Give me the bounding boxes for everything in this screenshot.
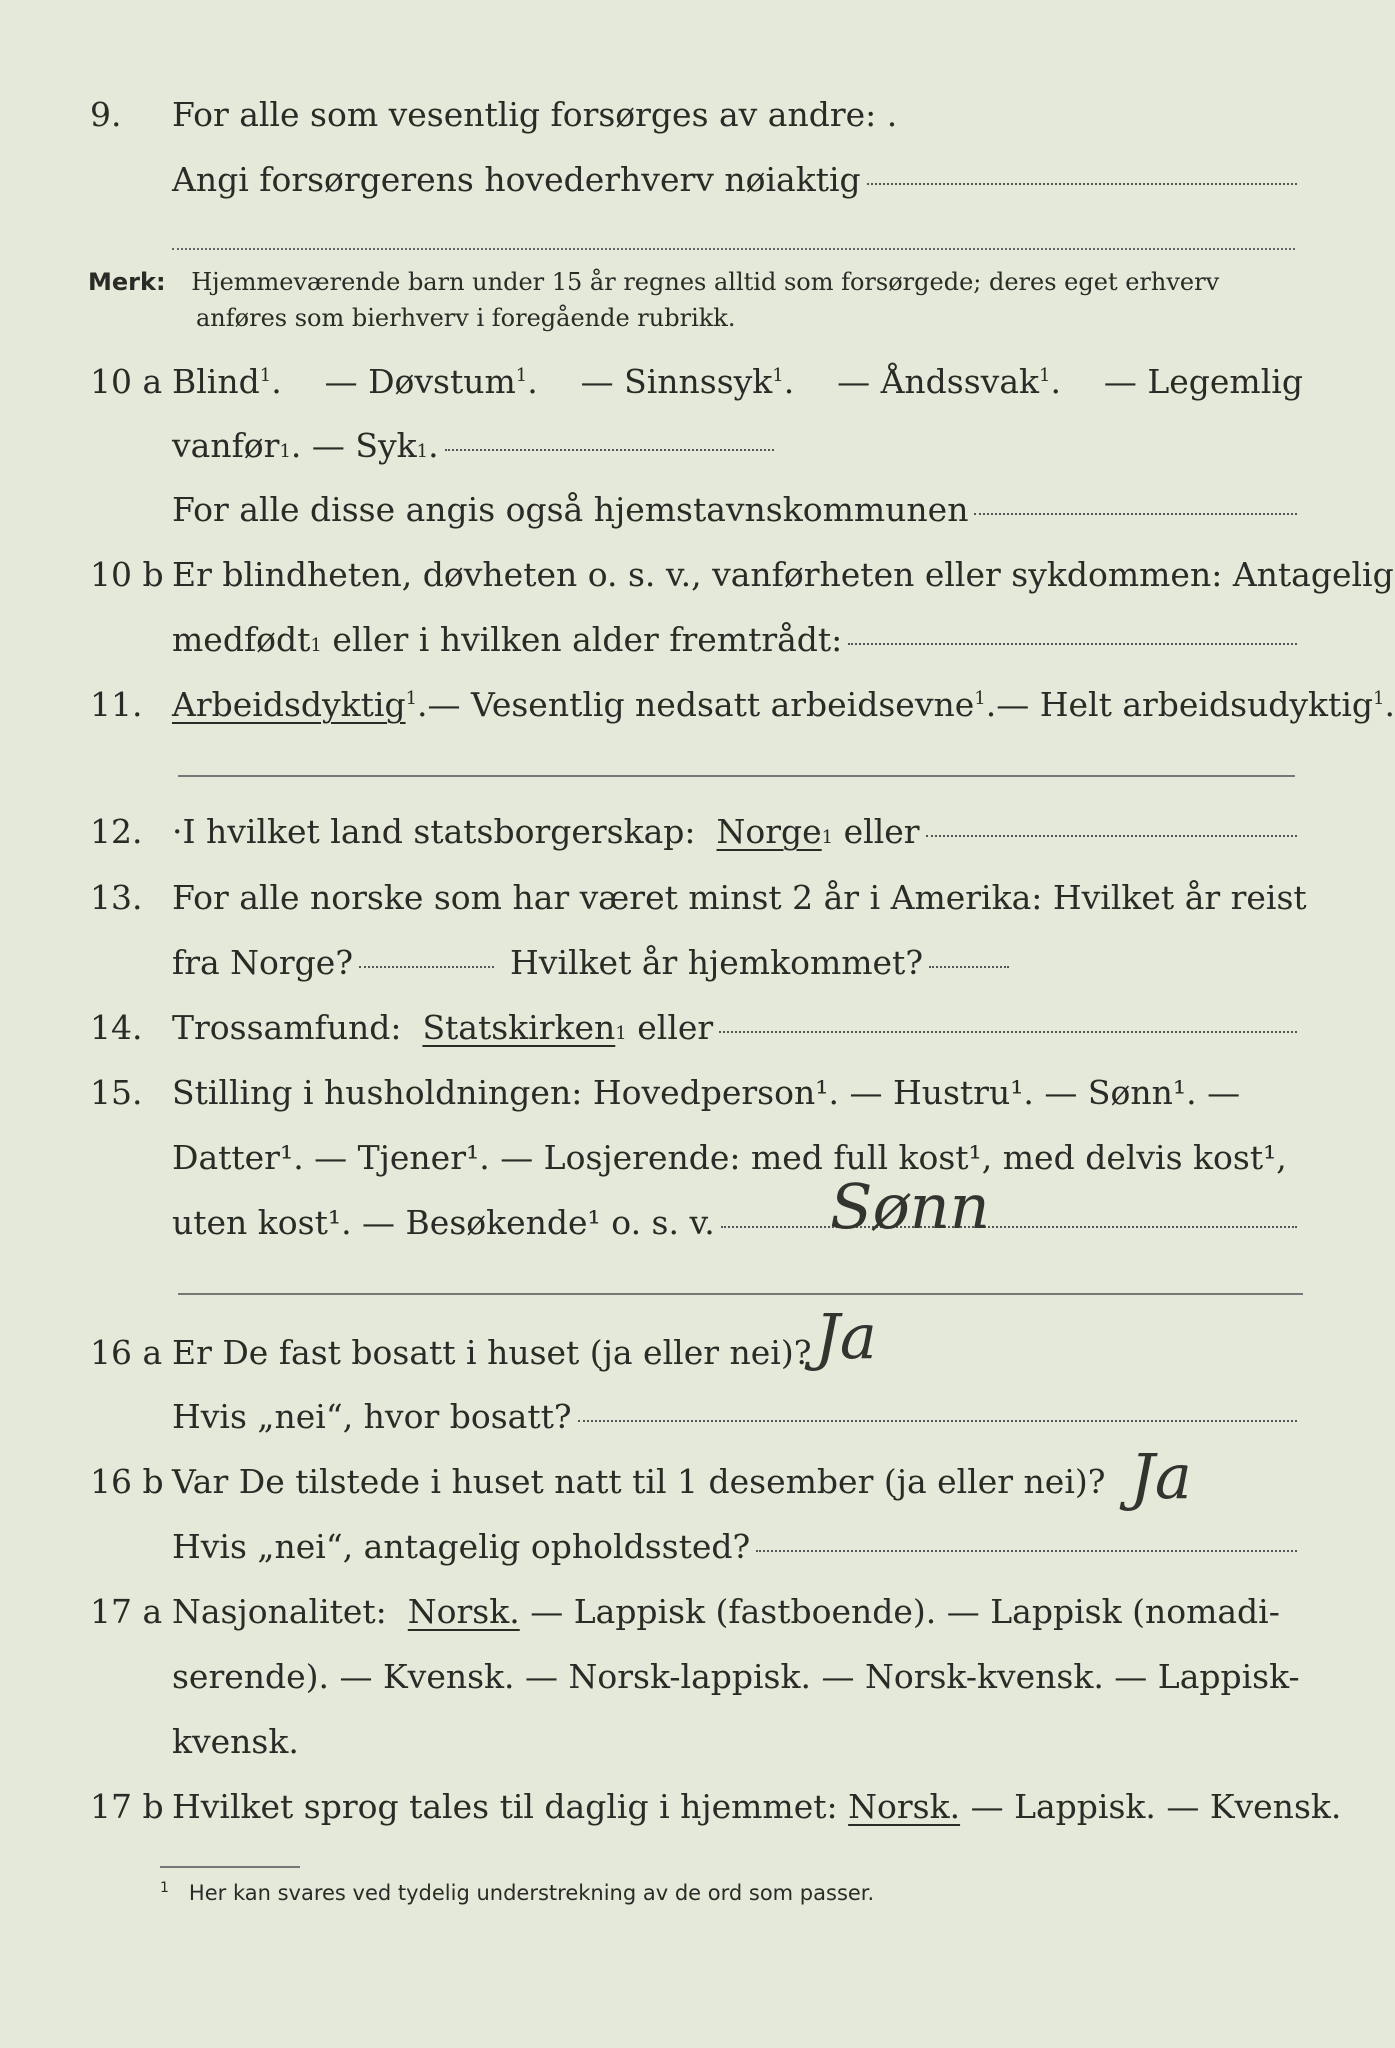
question-10b-line2: medfødt 1 eller i hvilken alder fremtrådt: [0,620,1395,670]
question-12: 12. ·I hvilket land statsborgerskap: Norge 1 eller [0,812,1395,862]
question-9-line2 [0,160,1395,210]
footnote-text: Her kan svares ved tydelig understrekning av de ord som passer. [188,1881,875,1905]
dotted-divider [172,248,1295,250]
question-text: For alle som vesentlig forsørges av andre: . [172,95,898,134]
question-9 [0,95,1395,145]
question-number: 11. [90,685,143,724]
question-17a-line3 [0,1722,1395,1772]
question-number: 10 b [90,555,164,594]
question-text: Hvis „nei“, hvor bosatt? [172,1397,572,1436]
option-andssvak[interactable]: — Åndssvak [837,362,1039,401]
option-arbeidsdyktig[interactable]: Arbeidsdyktig [172,685,406,724]
option-vanfor[interactable]: vanfør [172,426,280,465]
option-norsk[interactable]: Norsk. [407,1592,520,1631]
answer-field[interactable] [867,183,1297,185]
question-text: uten kost¹. — Besøkende¹ o. s. v. [172,1203,715,1242]
question-text: Var De tilstede i huset natt til 1 desember (ja eller nei)? [172,1462,1106,1501]
option-syk[interactable]: — Syk [311,426,417,465]
question-17a [0,1592,1395,1642]
question-number: 15. [90,1073,143,1112]
question-text: Er blindheten, døvheten o. s. v., vanførheten eller sykdommen: Antagelig [172,555,1394,594]
answer-field[interactable] [974,513,1297,515]
answer-field[interactable] [926,835,1297,837]
question-text: Hvilket år hjemkommet? [510,943,924,982]
question-text: Hvis „nei“, antagelig opholdssted? [172,1527,751,1566]
footnote-rule [160,1866,300,1868]
question-17a-line2 [0,1657,1395,1707]
question-text: For alle norske som har været minst 2 år i Amerika: Hvilket år reist [172,878,1307,917]
question-number: 13. [90,878,143,917]
answer-field[interactable] [445,449,774,451]
answer-field[interactable] [756,1550,1297,1552]
question-text: Hvilket sprog tales til daglig i hjemmet: [172,1787,838,1826]
question-text: Stilling i husholdningen: Hovedperson¹. — Hustru¹. — Sønn¹. — [172,1073,1241,1112]
question-15-line3 [0,1203,1395,1253]
merk-label: Merk: [88,268,166,296]
option-udyktig[interactable]: — Helt arbeidsudyktig [996,685,1373,724]
question-17b [0,1787,1395,1837]
option-dovstum[interactable]: — Døvstum [324,362,516,401]
question-number: 16 a [90,1333,163,1372]
answer-field[interactable] [721,1226,1297,1228]
answer-field[interactable] [578,1420,1297,1422]
question-number: 9. [90,95,122,134]
question-text: Trossamfund: [172,1008,402,1047]
answer-field-hjemkommet[interactable] [929,966,1009,968]
answer-field[interactable] [719,1031,1297,1033]
question-text: Nasjonalitet: [172,1592,387,1631]
question-10b [0,555,1395,605]
question-15 [0,1073,1395,1123]
question-text: Er De fast bosatt i huset (ja eller nei)? [172,1333,812,1372]
footnote-mark: 1 [160,1880,169,1896]
question-10a: 10 a Blind$^1$. — Døvstum$^1$. — Sinnssyk$^1$. — Åndssvak$^1$. — Legemlig [90,362,1303,401]
question-text: For alle disse angis også hjemstavnskommunen [172,490,969,529]
option-norge[interactable]: Norge [716,812,822,851]
question-13-line2 [0,943,1395,993]
question-text: eller i hvilken alder fremtrådt: [332,620,843,659]
question-number: 17 a [90,1592,163,1631]
question-text: kvensk. [172,1722,299,1761]
merk-text: anføres som bierhverv i foregående rubrikk. [196,304,736,332]
question-text: — Lappisk (fastboende). — Lappisk (nomadi- [530,1592,1280,1631]
question-text: serende). — Kvensk. — Norsk-lappisk. — Norsk-kvensk. — Lappisk- [172,1657,1300,1696]
question-number: 10 a [90,362,163,401]
answer-field[interactable] [848,643,1297,645]
option-blind[interactable]: Blind [172,362,260,401]
option-sinnssyk[interactable]: — Sinnssyk [580,362,773,401]
question-text: ·I hvilket land statsborgerskap: [172,812,696,851]
merk-text: Hjemmeværende barn under 15 år regnes alltid som forsørgede; deres eget erhverv [191,268,1220,296]
footnote [160,1880,874,1905]
handwritten-answer-16b: Ja [1130,1440,1192,1513]
question-10a-line3 [0,490,1395,540]
question-text: eller [843,812,920,851]
option-medfodt[interactable]: medfødt [172,620,311,659]
question-16a [0,1333,1395,1383]
answer-field-reist[interactable] [359,966,494,968]
question-15-line2 [0,1138,1395,1188]
question-text: — Lappisk. — Kvensk. [970,1787,1342,1826]
question-number: 16 b [90,1462,164,1501]
question-text: fra Norge? [172,943,354,982]
question-11: 11. Arbeidsdyktig$^1$. — Vesentlig nedsatt arbeidsevne$^1$. — Helt arbeidsudyktig$^1$. [90,685,1395,724]
question-number: 17 b [90,1787,164,1826]
question-number: 14. [90,1008,143,1047]
merk-note-line2 [196,304,735,332]
handwritten-answer-15: Sønn [830,1170,990,1243]
question-13 [0,878,1395,928]
option-legemlig[interactable]: — Legemlig [1103,362,1303,401]
handwritten-answer-16a: Ja [815,1300,877,1373]
question-text: eller [637,1008,714,1047]
question-14: 14. Trossamfund: Statskirken 1 eller [0,1008,1395,1058]
question-text: Datter¹. — Tjener¹. — Losjerende: med full kost¹, med delvis kost¹, [172,1138,1287,1177]
option-statskirken[interactable]: Statskirken [422,1008,616,1047]
question-16b-line2 [0,1527,1395,1577]
question-text: Angi forsørgerens hovederhverv nøiaktig [172,160,861,199]
section-divider [178,775,1295,777]
merk-note [88,268,1219,296]
section-divider [178,1293,1303,1295]
question-10a-line2: vanfør 1 . — Syk 1 . [0,426,1395,476]
option-nedsatt[interactable]: — Vesentlig nedsatt arbeidsevne [427,685,975,724]
option-norsk-sprog[interactable]: Norsk. [848,1787,961,1826]
question-number: 12. [90,812,143,851]
